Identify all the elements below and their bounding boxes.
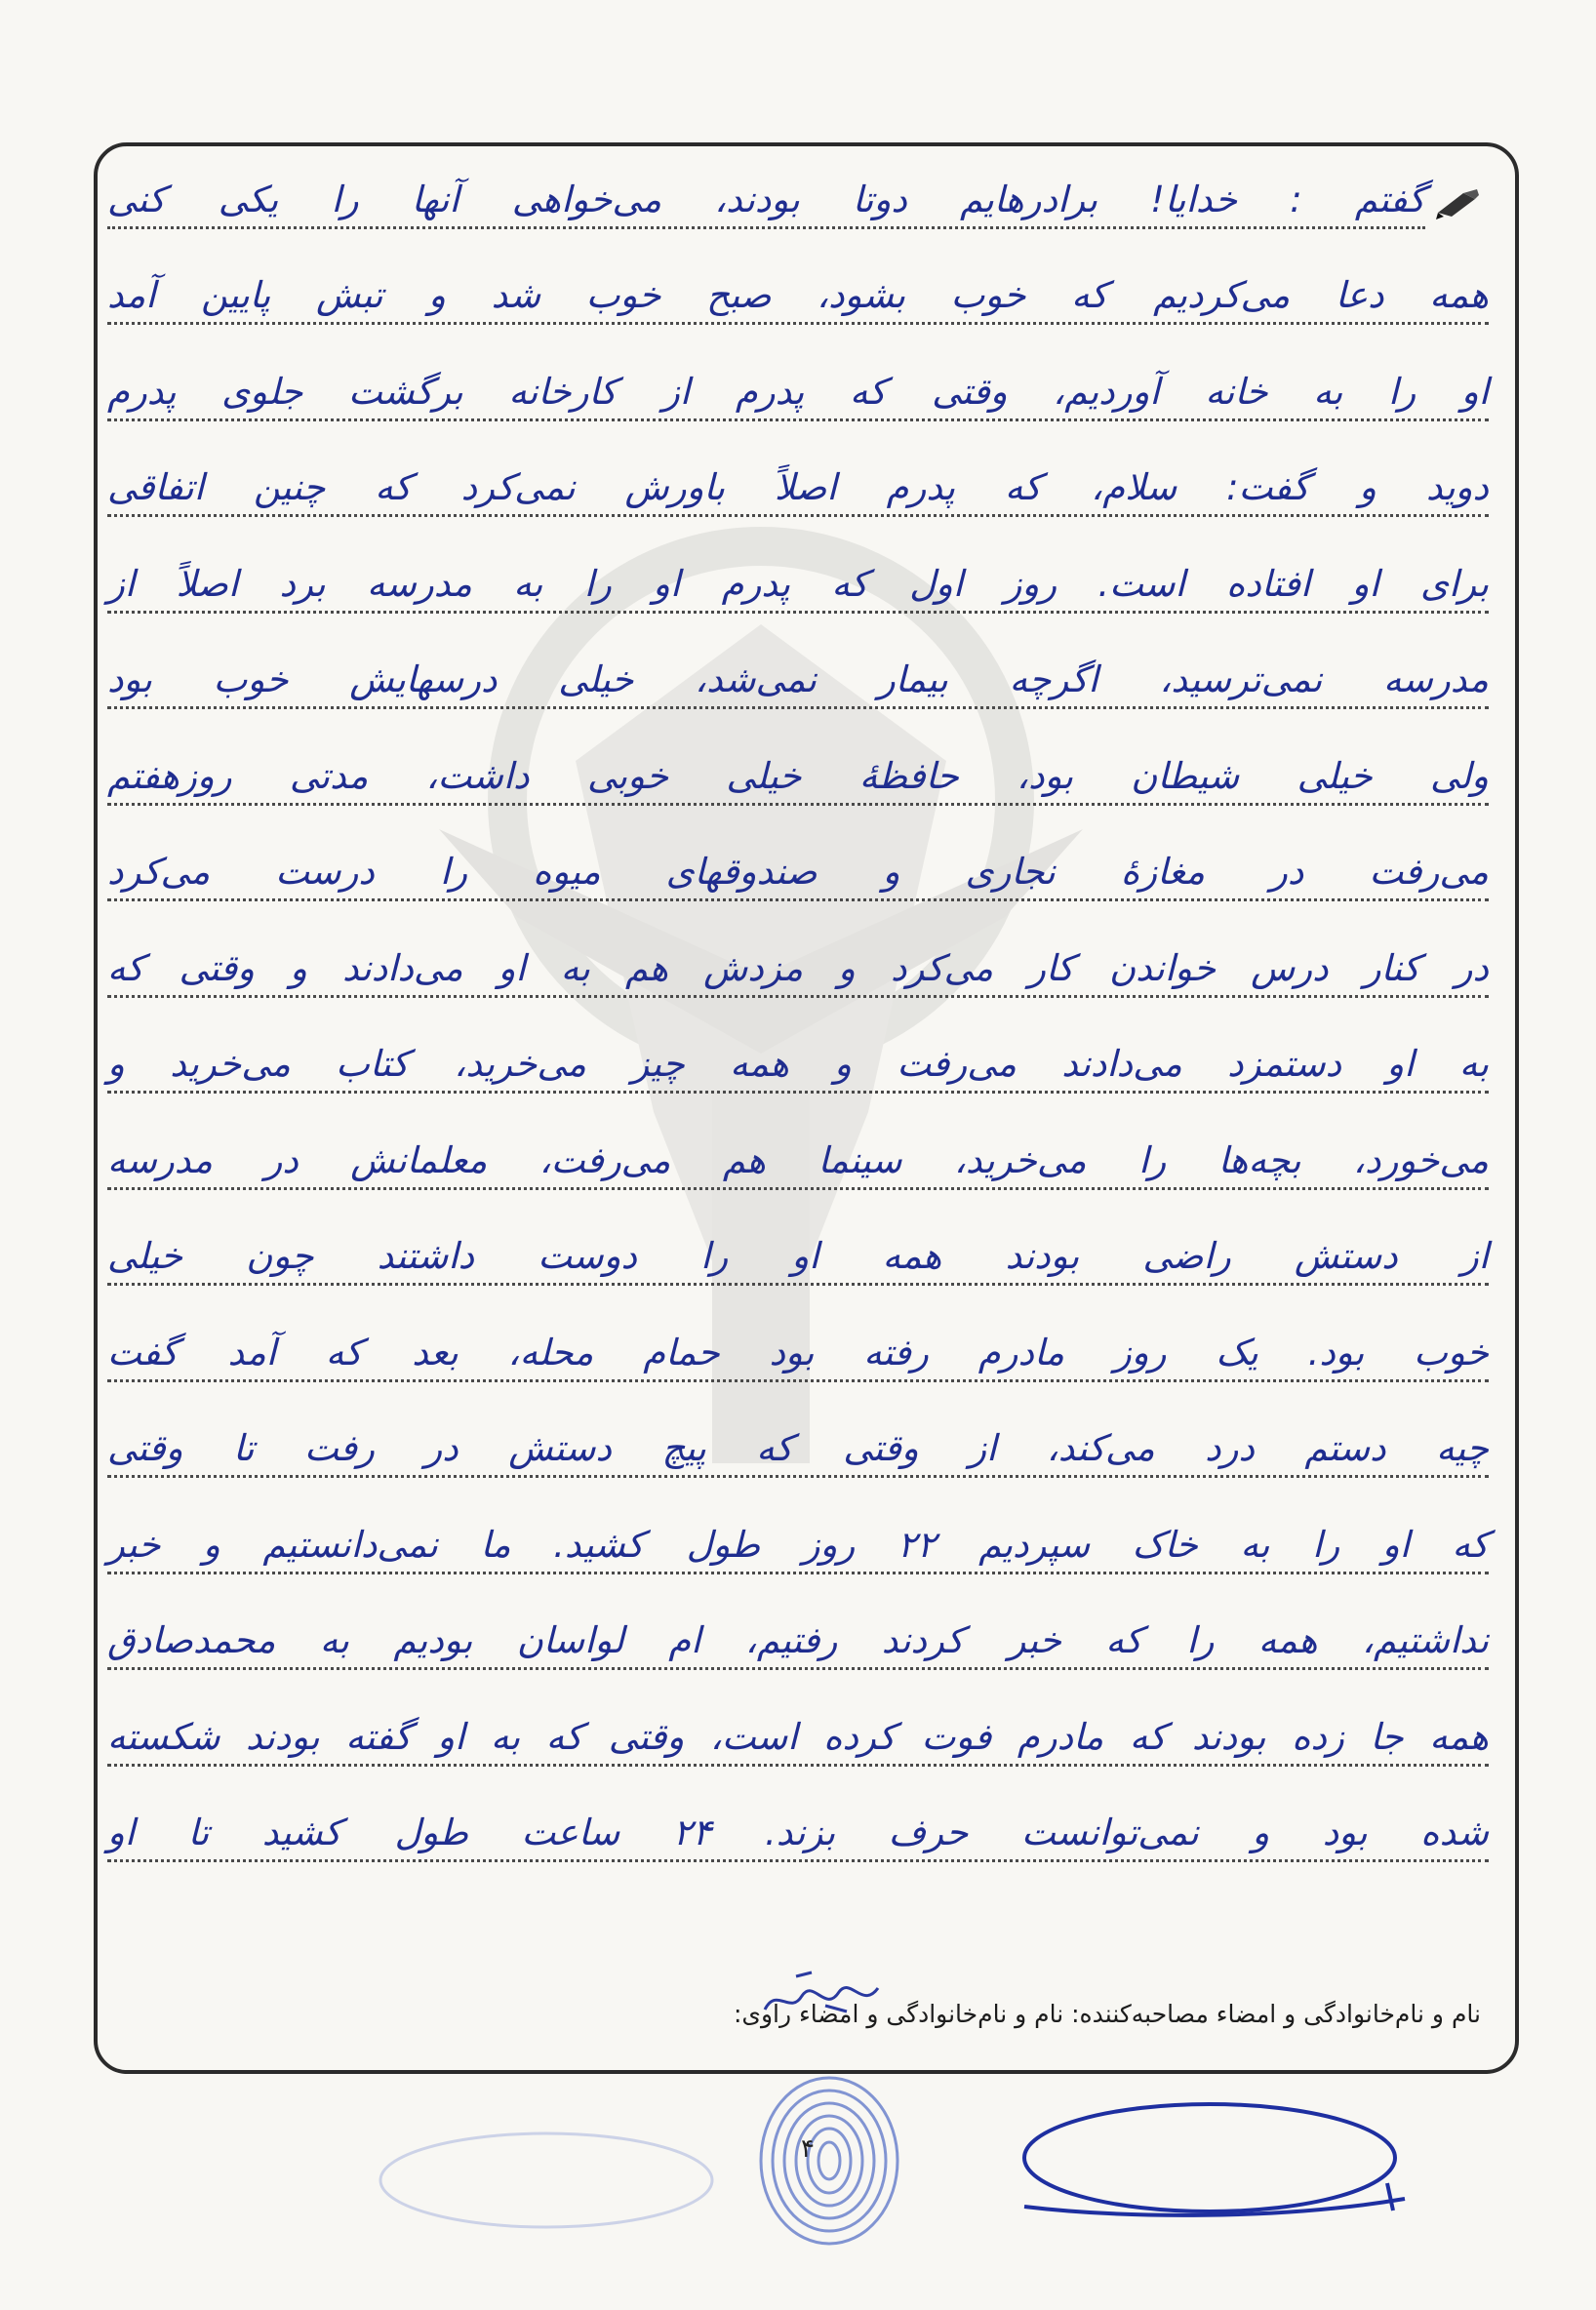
- text-line: [107, 1670, 1489, 1767]
- line-text: همه جا زده بودند که مادرم فوت کرده است، وقتی که به او گفته بودند شکسته: [107, 1715, 1489, 1758]
- text-line: [107, 420, 1489, 517]
- line-text: چیه دستم درد می‌کند، از وقتی که پیچ دستش در رفت تا وقتی: [107, 1426, 1489, 1469]
- line-text: دوید و گفت: سلام، که پدرم اصلاً باورش نمی‌کرد که چنین اتفاقی: [107, 465, 1489, 508]
- text-line: [107, 613, 1489, 709]
- line-text: برای او افتاده است. روز اول که پدرم او را به مدرسه برد اصلاً از: [107, 562, 1489, 605]
- text-line: [107, 228, 1489, 325]
- line-text: گفتم : خدایا! برادرهایم دوتا بودند، می‌خواهی آنها را یکی کنی: [107, 178, 1425, 220]
- text-line: [107, 1286, 1489, 1382]
- text-line: [107, 1094, 1489, 1190]
- text-line: [107, 1766, 1489, 1862]
- line-text: شده بود و نمی‌توانست حرف بزند. ۲۴ ساعت طول کشید تا او: [107, 1811, 1489, 1853]
- line-text: همه دعا می‌کردیم که خوب بشود، صبح خوب شد و تبش پایین آمد: [107, 273, 1489, 316]
- line-text: مدرسه نمی‌ترسید، اگرچه بیمار نمی‌شد، خیلی درسهایش خوب بود: [107, 657, 1489, 700]
- narrator-signature: [1005, 2097, 1415, 2229]
- text-line: [107, 325, 1489, 421]
- line-text: او را به خانه آوردیم، وقتی که پدرم از کارخانه برگشت جلوی پدرم: [107, 370, 1489, 413]
- text-line: [107, 805, 1489, 901]
- line-text: می‌رفت در مغازهٔ نجاری و صندوقهای میوه را درست می‌کرد: [107, 850, 1489, 893]
- interviewer-signature: [757, 1967, 884, 2025]
- pen-icon: [1434, 187, 1481, 220]
- signature-labels: نام و نام‌خانوادگی و امضاء مصاحبه‌کننده: نام و نام‌خانوادگی و امضاء راوی:: [733, 2000, 1481, 2028]
- line-text: که او را به خاک سپردیم ۲۲ روز طول کشید. ما نمی‌دانستیم و خبر: [107, 1523, 1489, 1566]
- faint-signature: [371, 2122, 722, 2239]
- line-text: به او دستمزد می‌دادند می‌رفت و همه چیز می‌خرید، کتاب می‌خرید و: [107, 1042, 1489, 1085]
- text-line: [107, 133, 1425, 229]
- text-line: [107, 1381, 1489, 1478]
- line-text: از دستش راضی بودند همه او را دوست داشتند چون خیلی: [107, 1234, 1489, 1277]
- page-number: ۴: [801, 2134, 815, 2164]
- text-line: [107, 997, 1489, 1094]
- fingerprint-stamp: [751, 2068, 907, 2249]
- text-line: [107, 1573, 1489, 1670]
- text-line: [107, 709, 1489, 806]
- text-line: [107, 901, 1489, 998]
- line-text: نداشتیم، همه را که خبر کردند رفتیم، ام لواسان بودیم به محمدصادق: [107, 1618, 1489, 1661]
- text-line: [107, 1189, 1489, 1286]
- line-text: خوب بود. یک روز مادرم رفته بود حمام محله، بعد که آمد گفت: [107, 1331, 1489, 1374]
- line-text: می‌خورد، بچه‌ها را می‌خرید، سینما هم می‌رفت، معلمانش در مدرسه: [107, 1138, 1489, 1181]
- text-line: [107, 1478, 1489, 1574]
- line-text: ولی خیلی شیطان بود، حافظهٔ خیلی خوبی داشت، مدتی روزهفتم: [107, 754, 1489, 797]
- text-line: [107, 517, 1489, 614]
- line-text: در کنار درس خواندن کار می‌کرد و مزدش هم به او می‌دادند و وقتی که: [107, 946, 1489, 989]
